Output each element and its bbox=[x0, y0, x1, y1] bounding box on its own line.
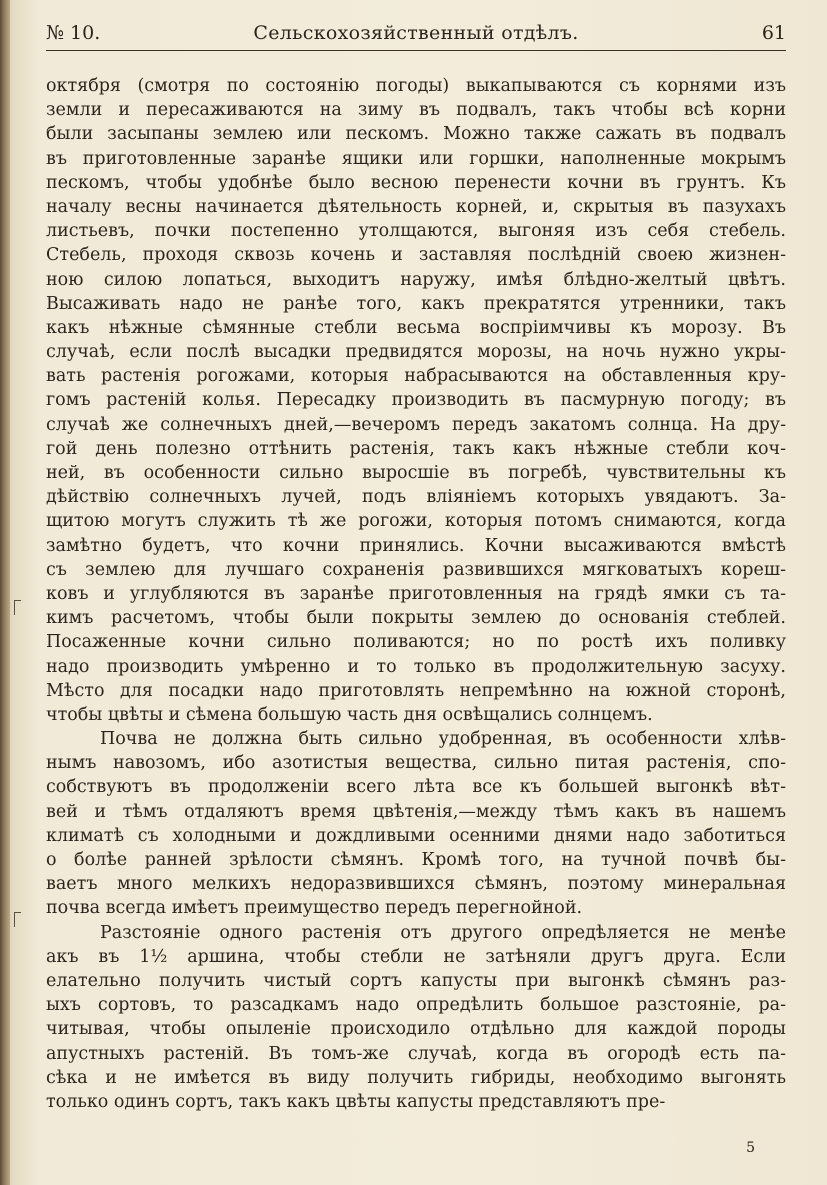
paragraph bbox=[46, 921, 786, 1115]
text-line: случаѣ, если послѣ высадки предвидятся морозы, на ночь нужно укры- bbox=[46, 342, 786, 363]
text-line: гой день полезно оттѣнить растенія, такъ какъ нѣжные стебли коч- bbox=[46, 438, 786, 459]
text-line: ней, въ особенности сильно выросшіе въ погребѣ, чувствительны къ bbox=[46, 463, 786, 483]
margin-mark bbox=[14, 912, 21, 927]
text-line: съ землею для лучшаго сохраненія развившихся мягковатыхъ кореш- bbox=[46, 559, 786, 580]
text-line: елательно получить чистый сортъ капусты при выгонкѣ сѣмянъ раз- bbox=[46, 970, 786, 991]
margin-mark bbox=[14, 600, 21, 615]
paragraph bbox=[46, 727, 786, 921]
text-line: почва всегда имѣетъ преимущество передъ перегнойной. bbox=[46, 898, 583, 919]
text-line: гомъ растеній колья. Пересадку производить въ пасмурную погоду; въ bbox=[46, 390, 786, 411]
text-line: Разстояніе одного растенія отъ другого опредѣляется не менѣе bbox=[100, 922, 786, 943]
running-header bbox=[46, 22, 786, 48]
text-line: щитою могутъ служить тѣ же рогожи, которыя потомъ снимаются, когда bbox=[46, 511, 786, 532]
text-line: листьевъ, почки постепенно утолщаются, выгоняя изъ себя стебель. bbox=[46, 221, 786, 242]
page-number: 61 bbox=[761, 22, 786, 44]
text-line: были засыпаны землею или пескомъ. Можно также сажать въ подвалъ bbox=[46, 124, 786, 145]
text-line: въ приготовленные заранѣе ящики или горшки, наполненные мокрымъ bbox=[46, 148, 786, 169]
text-line: дѣйствію солнечныхъ лучей, подъ вліяніемъ которыхъ увядаютъ. За- bbox=[46, 487, 786, 508]
text-line: вать растенія рогожами, которыя набрасываются на обставленныя кру- bbox=[46, 366, 786, 387]
text-line: Мѣсто для посадки надо приготовлять непремѣнно на южной сторонѣ, bbox=[46, 680, 786, 701]
text-line: вей и тѣмъ отдаляютъ время цвѣтенія,—между тѣмъ какъ въ нашемъ bbox=[46, 801, 786, 822]
text-line: только одинъ сортъ, такъ какъ цвѣты капусты представляютъ пре- bbox=[46, 1091, 666, 1112]
text-line: климатѣ съ холодными и дождливыми осенними днями надо заботиться bbox=[46, 825, 786, 846]
section-title: Сельскохозяйственный отдѣлъ. bbox=[253, 22, 579, 44]
text-line: ковъ и углубляются въ заранѣе приготовленныя на грядѣ ямки съ та- bbox=[46, 583, 786, 604]
text-line: ною силою лопаться, выходитъ наружу, имѣя блѣдно-желтый цвѣтъ. bbox=[46, 269, 786, 290]
text-line: земли и пересаживаются на зиму въ подвалъ, такъ чтобы всѣ корни bbox=[46, 100, 786, 121]
text-line: Посаженные кочни сильно поливаются; но по ростѣ ихъ поливку bbox=[46, 632, 786, 653]
text-line: чтобы цвѣты и сѣмена большую часть дня освѣщались солнцемъ. bbox=[46, 704, 653, 725]
text-line: нымъ навозомъ, ибо азотистыя вещества, сильно питая растенія, спо- bbox=[46, 753, 786, 774]
issue-number: № 10. bbox=[46, 22, 101, 44]
text-line: пескомъ, чтобы удобнѣе было весною перенести кочни въ грунтъ. Къ bbox=[46, 172, 786, 193]
text-line: Высаживать надо не ранѣе того, какъ прекратятся утренники, такъ bbox=[46, 293, 786, 314]
text-line: ыхъ сортовъ, то разсадкамъ надо опредѣлить большое разстояніе, ра- bbox=[46, 995, 786, 1016]
text-line: апустныхъ растеній. Въ томъ-же случаѣ, когда въ огородѣ есть па- bbox=[46, 1043, 786, 1064]
text-line: ваетъ много мелкихъ недоразвившихся сѣмянъ, поэтому минеральная bbox=[46, 874, 786, 895]
text-line: Стебель, проходя сквозь кочень и заставляя послѣдній своею жизнен- bbox=[46, 245, 786, 266]
text-line: случаѣ же солнечныхъ дней,—вечеромъ передъ закатомъ солнца. На дру- bbox=[46, 414, 786, 435]
text-line: собствуютъ въ продолженіи всего лѣта все къ большей выгонкѣ вѣт- bbox=[46, 777, 786, 798]
text-line: замѣтно будетъ, что кочни принялись. Кочни высаживаются вмѣстѣ bbox=[46, 535, 786, 556]
text-line: надо производить умѣренно и то только въ продолжительную засуху. bbox=[46, 656, 786, 677]
text-line: какъ нѣжные сѣмянные стебли весьма воспріимчивы къ морозу. Въ bbox=[46, 317, 786, 338]
article-body bbox=[46, 74, 786, 1114]
signature-mark: 5 bbox=[746, 1140, 755, 1156]
text-line: Почва не должна быть сильно удобренная, въ особенности хлѣв- bbox=[100, 729, 786, 750]
text-line: читывая, чтобы опыленіе происходило отдѣльно для каждой породы bbox=[46, 1019, 786, 1040]
paragraph bbox=[46, 74, 786, 727]
text-line: сѣка и не имѣется въ виду получить гибриды, необходимо выгонять bbox=[46, 1067, 786, 1088]
text-line: акъ въ 1½ аршина, чтобы стебли не затѣняли другъ друга. Если bbox=[46, 946, 786, 967]
header-rule bbox=[46, 50, 786, 51]
text-line: о болѣе ранней зрѣлости сѣмянъ. Кромѣ того, на тучной почвѣ бы- bbox=[46, 850, 786, 870]
text-line: кимъ расчетомъ, чтобы были покрыты землею до основанія стеблей. bbox=[46, 608, 786, 629]
book-spine bbox=[0, 0, 10, 1185]
text-line: началу весны начинается дѣятельность корней, и, скрытыя въ пазухахъ bbox=[46, 196, 786, 217]
text-line: октября (смотря по состоянію погоды) выкапываются съ корнями изъ bbox=[46, 76, 786, 96]
